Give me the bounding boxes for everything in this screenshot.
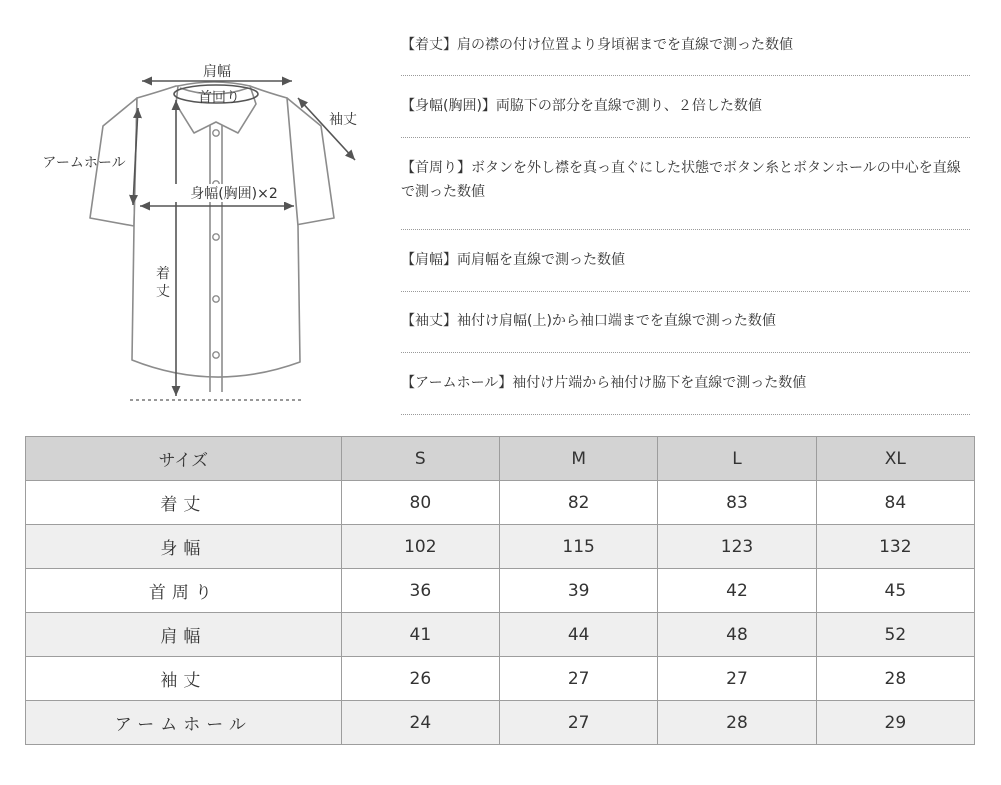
table-cell: 83	[658, 481, 816, 525]
table-cell: 27	[499, 657, 657, 701]
table-cell: 115	[499, 525, 657, 569]
button-icon	[213, 352, 219, 358]
armhole-label: アームホール	[42, 155, 126, 171]
table-cell: 45	[816, 569, 974, 613]
table-cell: 26	[341, 657, 499, 701]
measurement-definitions	[401, 24, 970, 415]
length-label-2: 丈	[156, 284, 170, 300]
definition-armhole: 【アームホール】袖付け片端から袖付け脇下を直線で測った数値	[401, 353, 970, 415]
table-row	[26, 525, 975, 569]
definition-shoulder: 【肩幅】両肩幅を直線で測った数値	[401, 230, 970, 292]
chest-label: 身幅(胸囲)×2	[190, 186, 278, 202]
table-cell: 80	[341, 481, 499, 525]
definition-sleeve: 【袖丈】袖付け肩幅(上)から袖口端までを直線で測った数値	[401, 292, 970, 353]
table-cell: 36	[341, 569, 499, 613]
table-cell: 28	[658, 701, 816, 745]
table-cell: 42	[658, 569, 816, 613]
header-xl: XL	[816, 437, 974, 481]
definition-length: 【着丈】肩の襟の付け位置より身頃裾までを直線で測った数値	[401, 24, 970, 76]
row-label: 首周り	[26, 569, 342, 613]
button-icon	[213, 130, 219, 136]
table-cell: 48	[658, 613, 816, 657]
table-cell: 27	[499, 701, 657, 745]
header-l: L	[658, 437, 816, 481]
length-label-1: 着	[156, 266, 170, 282]
table-cell: 24	[341, 701, 499, 745]
row-label: 袖丈	[26, 657, 342, 701]
sleeve-length-label: 袖丈	[329, 112, 357, 128]
table-cell: 44	[499, 613, 657, 657]
table-cell: 84	[816, 481, 974, 525]
row-label: 肩幅	[26, 613, 342, 657]
table-row	[26, 569, 975, 613]
size-table-header-row	[26, 437, 975, 481]
table-cell: 29	[816, 701, 974, 745]
row-label: 身幅	[26, 525, 342, 569]
size-table	[25, 436, 975, 745]
neck-label: 首回り	[198, 90, 240, 106]
definition-neck: 【首周り】ボタンを外し襟を真っ直ぐにした状態でボタン糸とボタンホールの中心を直線で測った数値	[401, 138, 970, 230]
table-cell: 27	[658, 657, 816, 701]
table-cell: 39	[499, 569, 657, 613]
table-cell: 102	[341, 525, 499, 569]
button-icon	[213, 296, 219, 302]
table-row	[26, 657, 975, 701]
table-cell: 28	[816, 657, 974, 701]
header-size: サイズ	[26, 437, 342, 481]
shirt-measurement-diagram	[0, 0, 400, 420]
table-cell: 123	[658, 525, 816, 569]
row-label: アームホール	[26, 701, 342, 745]
definition-chest: 【身幅(胸囲)】両脇下の部分を直線で測り、２倍した数値	[401, 76, 970, 138]
table-cell: 132	[816, 525, 974, 569]
shirt-outline	[90, 82, 334, 392]
table-cell: 52	[816, 613, 974, 657]
table-row	[26, 701, 975, 745]
row-label: 着丈	[26, 481, 342, 525]
table-row	[26, 613, 975, 657]
header-s: S	[341, 437, 499, 481]
table-row	[26, 481, 975, 525]
table-cell: 82	[499, 481, 657, 525]
shoulder-width-label: 肩幅	[203, 64, 231, 80]
table-cell: 41	[341, 613, 499, 657]
button-icon	[213, 234, 219, 240]
header-m: M	[499, 437, 657, 481]
